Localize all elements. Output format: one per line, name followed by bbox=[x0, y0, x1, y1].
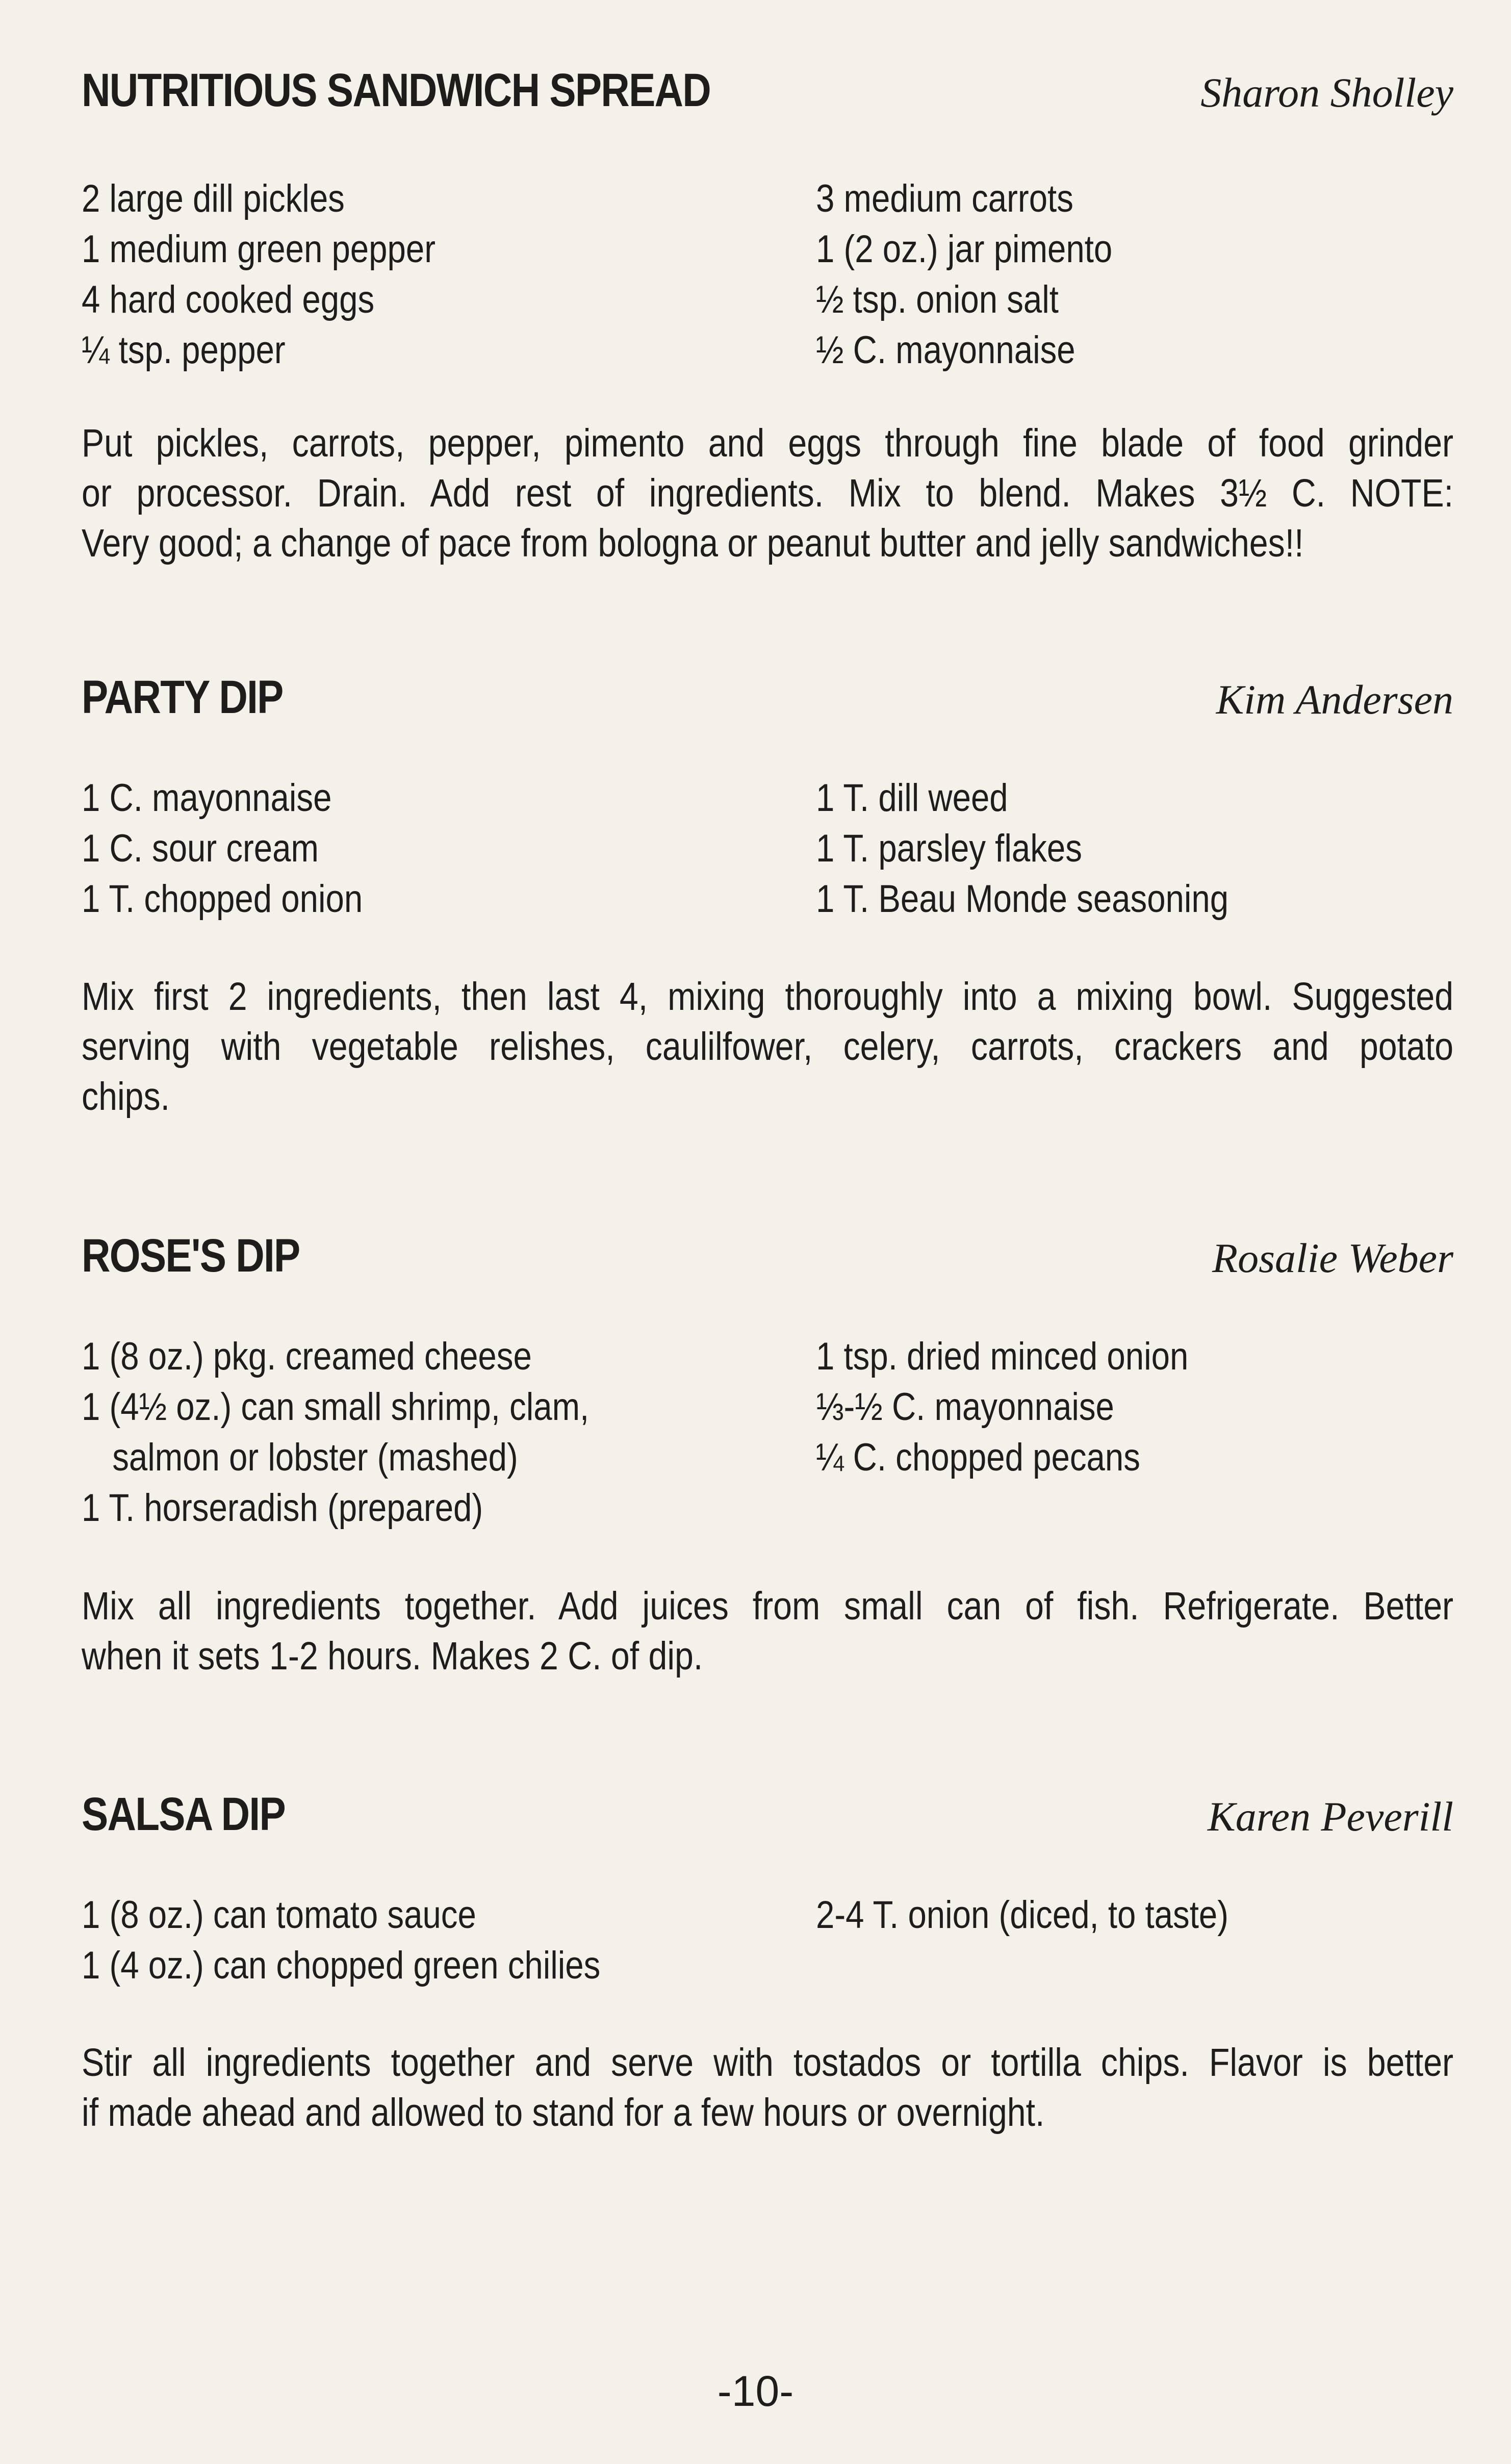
ingredient: 1 T. Beau Monde seasoning bbox=[816, 877, 1229, 921]
recipe-directions bbox=[82, 2038, 1454, 2138]
directions-line: chips. bbox=[82, 1075, 170, 1119]
recipe-directions bbox=[82, 1581, 1454, 1681]
directions-line: Mix all ingredients together. Add juices from small can of fish. Refrigerate. Better bbox=[82, 1584, 1454, 1628]
ingredient-column-left bbox=[82, 1890, 796, 1991]
directions-line: Put pickles, carrots, pepper, pimento and eggs through fine blade of food grinder bbox=[82, 421, 1454, 465]
ingredient: 4 hard cooked eggs bbox=[82, 278, 375, 321]
recipe-roses-dip bbox=[82, 1229, 1454, 1678]
recipe-title: NUTRITIOUS SANDWICH SPREAD bbox=[82, 64, 711, 116]
ingredient: 1 medium green pepper bbox=[82, 227, 436, 271]
ingredient: 1 T. horseradish (prepared) bbox=[82, 1486, 483, 1530]
ingredient: ¼ C. chopped pecans bbox=[816, 1436, 1140, 1479]
recipe-header bbox=[82, 1229, 1453, 1290]
directions-line: when it sets 1-2 hours. Makes 2 C. of dip. bbox=[82, 1634, 703, 1678]
ingredient: 1 T. dill weed bbox=[816, 776, 1008, 820]
ingredient: 1 (4½ oz.) can small shrimp, clam, bbox=[82, 1385, 590, 1429]
ingredient: ¼ tsp. pepper bbox=[82, 328, 286, 372]
ingredient-column-right bbox=[816, 1331, 1453, 1483]
ingredient: ⅓-½ C. mayonnaise bbox=[816, 1385, 1114, 1429]
recipe-directions bbox=[82, 418, 1454, 568]
recipe-title: ROSE'S DIP bbox=[82, 1230, 300, 1282]
ingredient-column-left bbox=[82, 173, 796, 375]
recipe-author: Sharon Sholley bbox=[1200, 69, 1453, 116]
recipe-header bbox=[82, 671, 1453, 732]
directions-line: if made ahead and allowed to stand for a few hours or overnight. bbox=[82, 2091, 1045, 2135]
ingredient-column-right bbox=[816, 173, 1453, 375]
directions-line: Mix first 2 ingredients, then last 4, mixing thoroughly into a mixing bowl. Suggested bbox=[82, 975, 1454, 1019]
ingredient: 1 T. parsley flakes bbox=[816, 827, 1082, 870]
ingredient: ½ C. mayonnaise bbox=[816, 328, 1075, 372]
ingredient: 1 (4 oz.) can chopped green chilies bbox=[82, 1944, 601, 1987]
ingredient: 2 large dill pickles bbox=[82, 177, 345, 220]
ingredient-column-left bbox=[82, 773, 796, 924]
ingredient-list bbox=[82, 1335, 1453, 1596]
recipe-author: Kim Andersen bbox=[1216, 676, 1453, 723]
ingredient: 1 T. chopped onion bbox=[82, 877, 363, 921]
page-number: -10- bbox=[717, 2367, 794, 2415]
ingredient: 1 C. sour cream bbox=[82, 827, 319, 870]
recipe-header bbox=[82, 1788, 1453, 1849]
ingredient: 1 C. mayonnaise bbox=[82, 776, 332, 820]
recipe-nutritious-sandwich-spread bbox=[82, 64, 1454, 565]
ingredient-list bbox=[82, 177, 1453, 439]
ingredient: 3 medium carrots bbox=[816, 177, 1073, 220]
directions-line: Stir all ingredients together and serve with tostados or tortilla chips. Flavor is better bbox=[82, 2041, 1454, 2085]
recipe-party-dip bbox=[82, 671, 1454, 1119]
ingredient: ½ tsp. onion salt bbox=[816, 278, 1059, 321]
ingredient: 1 (8 oz.) can tomato sauce bbox=[82, 1893, 476, 1937]
ingredient: 1 tsp. dried minced onion bbox=[816, 1335, 1189, 1378]
ingredient-column-right bbox=[816, 1890, 1453, 1940]
recipe-author: Karen Peverill bbox=[1208, 1793, 1453, 1840]
recipe-title: SALSA DIP bbox=[82, 1788, 285, 1840]
ingredient: 1 (2 oz.) jar pimento bbox=[816, 227, 1113, 271]
ingredient-list bbox=[82, 776, 1453, 987]
ingredient-column-right bbox=[816, 773, 1453, 924]
ingredient: salmon or lobster (mashed) bbox=[112, 1436, 518, 1479]
recipe-author: Rosalie Weber bbox=[1212, 1235, 1453, 1281]
ingredient: 2-4 T. onion (diced, to taste) bbox=[816, 1893, 1228, 1937]
ingredient-column-left bbox=[82, 1331, 796, 1533]
directions-line: Very good; a change of pace from bologna or peanut butter and jelly sandwiches!! bbox=[82, 521, 1304, 565]
recipe-salsa-dip bbox=[82, 1788, 1454, 2135]
recipe-title: PARTY DIP bbox=[82, 671, 283, 723]
ingredient: 1 (8 oz.) pkg. creamed cheese bbox=[82, 1335, 532, 1378]
directions-line: or processor. Drain. Add rest of ingredients. Mix to blend. Makes 3½ C. NOTE: bbox=[82, 471, 1454, 515]
recipe-directions bbox=[82, 972, 1454, 1122]
recipe-header bbox=[82, 64, 1453, 125]
directions-line: serving with vegetable relishes, caulilfower, celery, carrots, crackers and potato bbox=[82, 1025, 1454, 1069]
